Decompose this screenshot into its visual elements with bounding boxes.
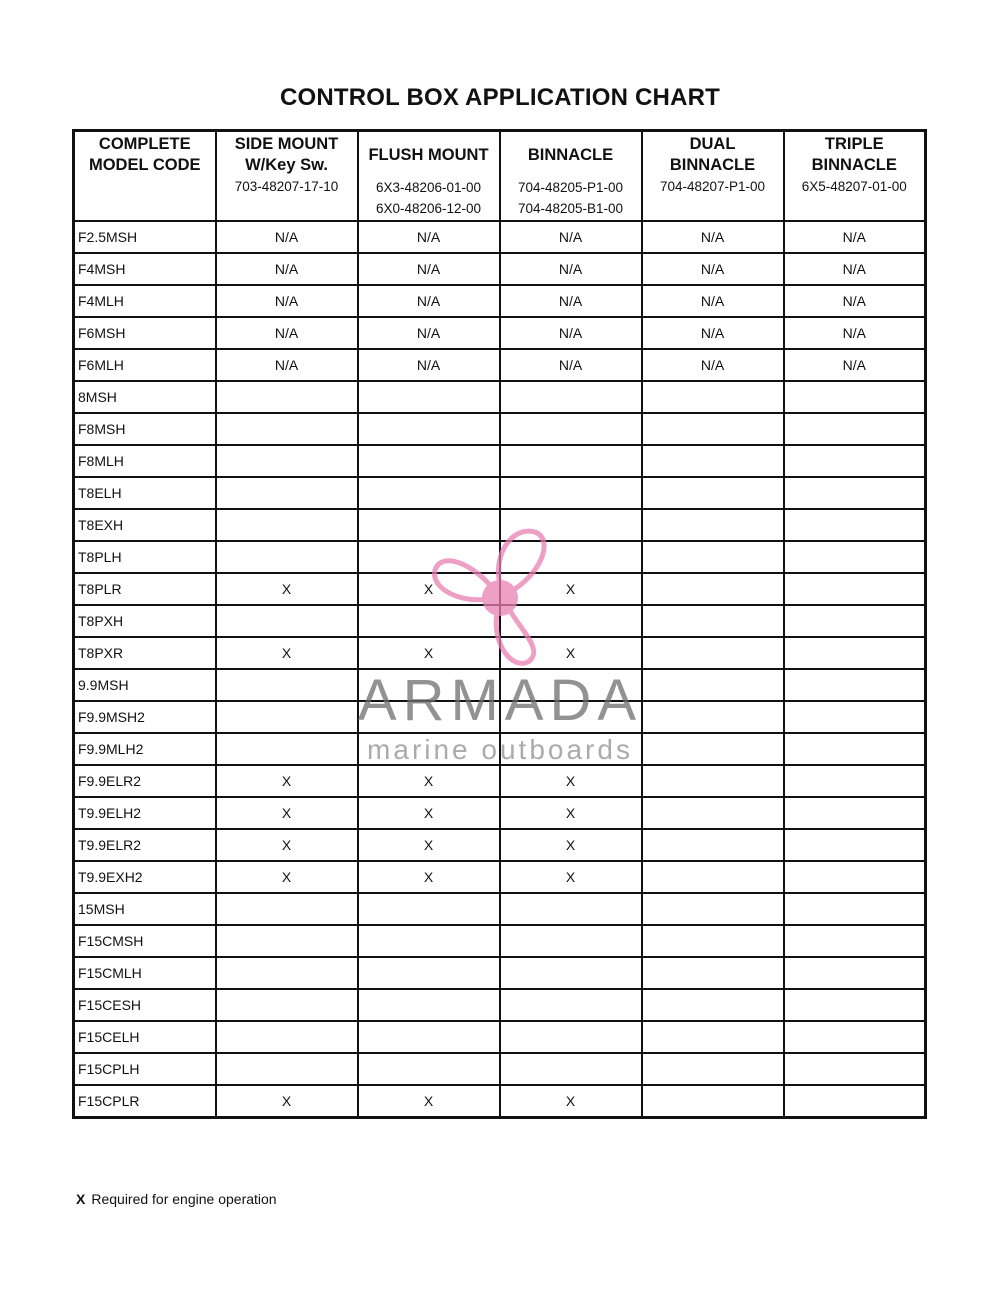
column-header-0 xyxy=(74,131,216,222)
application-cell: N/A xyxy=(642,349,784,381)
model-code-cell: F15CELH xyxy=(74,1021,216,1053)
application-cell xyxy=(216,1053,358,1085)
model-code-cell: 9.9MSH xyxy=(74,669,216,701)
application-cell xyxy=(358,1021,500,1053)
column-title-line2: BINNACLE xyxy=(811,156,897,174)
application-cell xyxy=(500,477,642,509)
column-title: COMPLETE xyxy=(98,135,191,153)
application-cell xyxy=(642,509,784,541)
column-header-1 xyxy=(216,131,358,222)
column-title-line2: MODEL CODE xyxy=(88,156,201,174)
application-cell: N/A xyxy=(216,221,358,253)
model-code-cell: F9.9ELR2 xyxy=(74,765,216,797)
legend xyxy=(76,1191,277,1207)
part-number: 704-48207-P1-00 xyxy=(659,179,766,194)
table-row xyxy=(74,637,926,669)
table-row xyxy=(74,541,926,573)
application-cell: X xyxy=(358,797,500,829)
application-cell xyxy=(784,829,926,861)
application-cell xyxy=(216,541,358,573)
application-cell xyxy=(500,925,642,957)
application-cell: N/A xyxy=(784,253,926,285)
application-cell: X xyxy=(216,765,358,797)
table-row xyxy=(74,509,926,541)
application-cell xyxy=(500,893,642,925)
table-row xyxy=(74,1085,926,1118)
application-cell xyxy=(216,445,358,477)
application-cell xyxy=(642,765,784,797)
application-cell: N/A xyxy=(500,317,642,349)
application-cell xyxy=(358,925,500,957)
application-cell xyxy=(642,989,784,1021)
application-cell xyxy=(500,381,642,413)
application-cell xyxy=(216,989,358,1021)
model-code-cell: F9.9MSH2 xyxy=(74,701,216,733)
table-row xyxy=(74,573,926,605)
application-cell xyxy=(500,413,642,445)
application-cell: N/A xyxy=(216,349,358,381)
application-cell xyxy=(784,1085,926,1118)
application-cell xyxy=(784,381,926,413)
application-cell xyxy=(500,989,642,1021)
application-cell: N/A xyxy=(216,285,358,317)
application-cell xyxy=(642,1021,784,1053)
application-cell: N/A xyxy=(216,317,358,349)
model-code-cell: F6MLH xyxy=(74,349,216,381)
table-row xyxy=(74,317,926,349)
application-cell xyxy=(216,669,358,701)
application-cell xyxy=(642,541,784,573)
model-code-cell: F15CMSH xyxy=(74,925,216,957)
column-title: TRIPLE xyxy=(824,135,884,153)
application-cell xyxy=(784,477,926,509)
application-cell xyxy=(784,733,926,765)
model-code-cell: F9.9MLH2 xyxy=(74,733,216,765)
application-cell xyxy=(642,893,784,925)
table-row xyxy=(74,829,926,861)
table-row xyxy=(74,445,926,477)
table-row xyxy=(74,349,926,381)
application-cell: N/A xyxy=(642,285,784,317)
model-code-cell: T8PXR xyxy=(74,637,216,669)
application-cell xyxy=(784,893,926,925)
application-cell xyxy=(784,765,926,797)
application-cell: N/A xyxy=(642,253,784,285)
application-cell: X xyxy=(216,861,358,893)
legend-text: Required for engine operation xyxy=(91,1191,277,1207)
application-cell xyxy=(500,701,642,733)
application-cell: X xyxy=(216,797,358,829)
table-row xyxy=(74,381,926,413)
column-title-line2: W/Key Sw. xyxy=(245,156,328,174)
application-cell xyxy=(642,573,784,605)
model-code-cell: T8ELH xyxy=(74,477,216,509)
application-cell xyxy=(358,989,500,1021)
column-header-3 xyxy=(500,131,642,222)
application-cell xyxy=(642,1085,784,1118)
application-cell xyxy=(642,445,784,477)
part-number: 704-48205-B1-00 xyxy=(517,201,624,216)
table-row xyxy=(74,1053,926,1085)
application-cell xyxy=(216,925,358,957)
model-code-cell: T9.9ELH2 xyxy=(74,797,216,829)
application-cell: X xyxy=(500,829,642,861)
model-code-cell: T9.9EXH2 xyxy=(74,861,216,893)
model-code-cell: F15CPLR xyxy=(74,1085,216,1118)
application-cell xyxy=(216,477,358,509)
table-row xyxy=(74,893,926,925)
application-cell: X xyxy=(358,861,500,893)
legend-symbol: X xyxy=(76,1191,86,1207)
column-title: DUAL xyxy=(689,135,736,153)
application-cell xyxy=(358,1053,500,1085)
application-cell: N/A xyxy=(216,253,358,285)
application-cell xyxy=(500,1053,642,1085)
application-cell: N/A xyxy=(642,221,784,253)
application-cell xyxy=(642,861,784,893)
application-cell: N/A xyxy=(784,285,926,317)
application-cell xyxy=(642,957,784,989)
application-cell xyxy=(642,669,784,701)
column-header-2 xyxy=(358,131,500,222)
application-cell: N/A xyxy=(500,221,642,253)
table-row xyxy=(74,605,926,637)
application-cell xyxy=(358,669,500,701)
application-cell xyxy=(784,1053,926,1085)
model-code-cell: F4MLH xyxy=(74,285,216,317)
application-cell xyxy=(784,925,926,957)
application-cell xyxy=(358,445,500,477)
application-cell xyxy=(784,989,926,1021)
part-number: 703-48207-17-10 xyxy=(234,179,339,194)
application-cell: X xyxy=(216,829,358,861)
application-cell xyxy=(216,413,358,445)
chart-header xyxy=(74,131,926,222)
application-cell xyxy=(784,541,926,573)
application-cell xyxy=(642,605,784,637)
page-title: CONTROL BOX APPLICATION CHART xyxy=(279,84,720,111)
table-row xyxy=(74,733,926,765)
application-cell xyxy=(500,1021,642,1053)
part-number: 704-48205-P1-00 xyxy=(517,180,624,195)
application-cell: N/A xyxy=(784,221,926,253)
model-code-cell: T8PLR xyxy=(74,573,216,605)
application-cell xyxy=(500,957,642,989)
table-row xyxy=(74,957,926,989)
model-code-cell: F2.5MSH xyxy=(74,221,216,253)
table-row xyxy=(74,797,926,829)
application-cell xyxy=(358,541,500,573)
model-code-cell: 15MSH xyxy=(74,893,216,925)
application-cell xyxy=(216,733,358,765)
table-row xyxy=(74,253,926,285)
application-cell: X xyxy=(358,573,500,605)
application-cell xyxy=(642,797,784,829)
application-cell xyxy=(216,701,358,733)
part-number: 6X5-48207-01-00 xyxy=(801,179,907,194)
application-cell xyxy=(358,957,500,989)
table-row xyxy=(74,669,926,701)
watermark-tagline: marine outboards xyxy=(367,734,633,765)
application-cell: N/A xyxy=(358,221,500,253)
application-cell xyxy=(500,445,642,477)
application-cell: N/A xyxy=(642,317,784,349)
application-cell: N/A xyxy=(500,285,642,317)
application-cell xyxy=(358,605,500,637)
application-cell: X xyxy=(358,829,500,861)
application-cell xyxy=(784,573,926,605)
application-cell xyxy=(500,605,642,637)
part-number: 6X3-48206-01-00 xyxy=(375,180,482,195)
table-row xyxy=(74,925,926,957)
table-row xyxy=(74,477,926,509)
application-cell xyxy=(216,605,358,637)
application-cell: X xyxy=(500,765,642,797)
column-title-line2: BINNACLE xyxy=(669,156,756,174)
application-cell xyxy=(642,1053,784,1085)
table-row xyxy=(74,221,926,253)
application-cell xyxy=(358,701,500,733)
application-cell xyxy=(216,381,358,413)
model-code-cell: F6MSH xyxy=(74,317,216,349)
model-code-cell: F8MLH xyxy=(74,445,216,477)
application-cell xyxy=(358,381,500,413)
application-cell xyxy=(358,509,500,541)
application-cell xyxy=(216,893,358,925)
application-cell xyxy=(500,541,642,573)
model-code-cell: F15CPLH xyxy=(74,1053,216,1085)
table-row xyxy=(74,413,926,445)
application-cell: N/A xyxy=(500,253,642,285)
application-cell xyxy=(358,733,500,765)
application-cell xyxy=(642,637,784,669)
application-cell: X xyxy=(216,1085,358,1118)
application-cell: N/A xyxy=(358,253,500,285)
application-cell xyxy=(784,509,926,541)
application-cell: X xyxy=(500,797,642,829)
application-cell xyxy=(784,413,926,445)
application-cell xyxy=(642,413,784,445)
column-title: BINNACLE xyxy=(527,146,614,164)
application-cell: X xyxy=(500,573,642,605)
application-cell xyxy=(784,669,926,701)
model-code-cell: F4MSH xyxy=(74,253,216,285)
control-box-chart xyxy=(72,129,927,1119)
chart-body xyxy=(74,221,926,1118)
column-title: FLUSH MOUNT xyxy=(368,146,489,164)
application-cell xyxy=(642,477,784,509)
model-code-cell: T9.9ELR2 xyxy=(74,829,216,861)
application-cell xyxy=(784,957,926,989)
model-code-cell: 8MSH xyxy=(74,381,216,413)
table-row xyxy=(74,989,926,1021)
application-cell: N/A xyxy=(358,317,500,349)
model-code-cell: T8PXH xyxy=(74,605,216,637)
application-cell: N/A xyxy=(358,349,500,381)
application-cell xyxy=(784,861,926,893)
column-title: SIDE MOUNT xyxy=(234,135,339,153)
table-row xyxy=(74,285,926,317)
application-cell: X xyxy=(216,637,358,669)
application-cell xyxy=(216,509,358,541)
watermark-brand: ARMADA xyxy=(357,668,643,733)
table-row xyxy=(74,1021,926,1053)
application-cell xyxy=(784,701,926,733)
application-cell: N/A xyxy=(784,349,926,381)
table-row xyxy=(74,861,926,893)
column-header-5 xyxy=(784,131,926,222)
application-cell xyxy=(216,957,358,989)
application-cell xyxy=(500,509,642,541)
column-header-4 xyxy=(642,131,784,222)
model-code-cell: T8EXH xyxy=(74,509,216,541)
application-cell: X xyxy=(358,765,500,797)
application-cell: X xyxy=(500,1085,642,1118)
model-code-cell: F8MSH xyxy=(74,413,216,445)
application-cell xyxy=(784,1021,926,1053)
application-cell xyxy=(358,893,500,925)
application-cell xyxy=(784,445,926,477)
application-cell: N/A xyxy=(500,349,642,381)
table-row xyxy=(74,701,926,733)
application-cell xyxy=(358,477,500,509)
model-code-cell: T8PLH xyxy=(74,541,216,573)
part-number: 6X0-48206-12-00 xyxy=(375,201,482,216)
application-cell xyxy=(358,413,500,445)
application-cell xyxy=(642,925,784,957)
application-cell: N/A xyxy=(784,317,926,349)
application-cell: X xyxy=(358,1085,500,1118)
application-cell xyxy=(784,605,926,637)
model-code-cell: F15CMLH xyxy=(74,957,216,989)
application-cell xyxy=(784,637,926,669)
table-row xyxy=(74,765,926,797)
application-cell xyxy=(784,797,926,829)
application-cell xyxy=(642,381,784,413)
application-cell xyxy=(642,829,784,861)
application-cell: X xyxy=(216,573,358,605)
application-cell: N/A xyxy=(358,285,500,317)
application-cell: X xyxy=(358,637,500,669)
application-cell: X xyxy=(500,637,642,669)
application-cell xyxy=(642,701,784,733)
application-cell xyxy=(500,733,642,765)
application-cell xyxy=(216,1021,358,1053)
application-cell xyxy=(500,669,642,701)
application-cell: X xyxy=(500,861,642,893)
application-cell xyxy=(642,733,784,765)
model-code-cell: F15CESH xyxy=(74,989,216,1021)
